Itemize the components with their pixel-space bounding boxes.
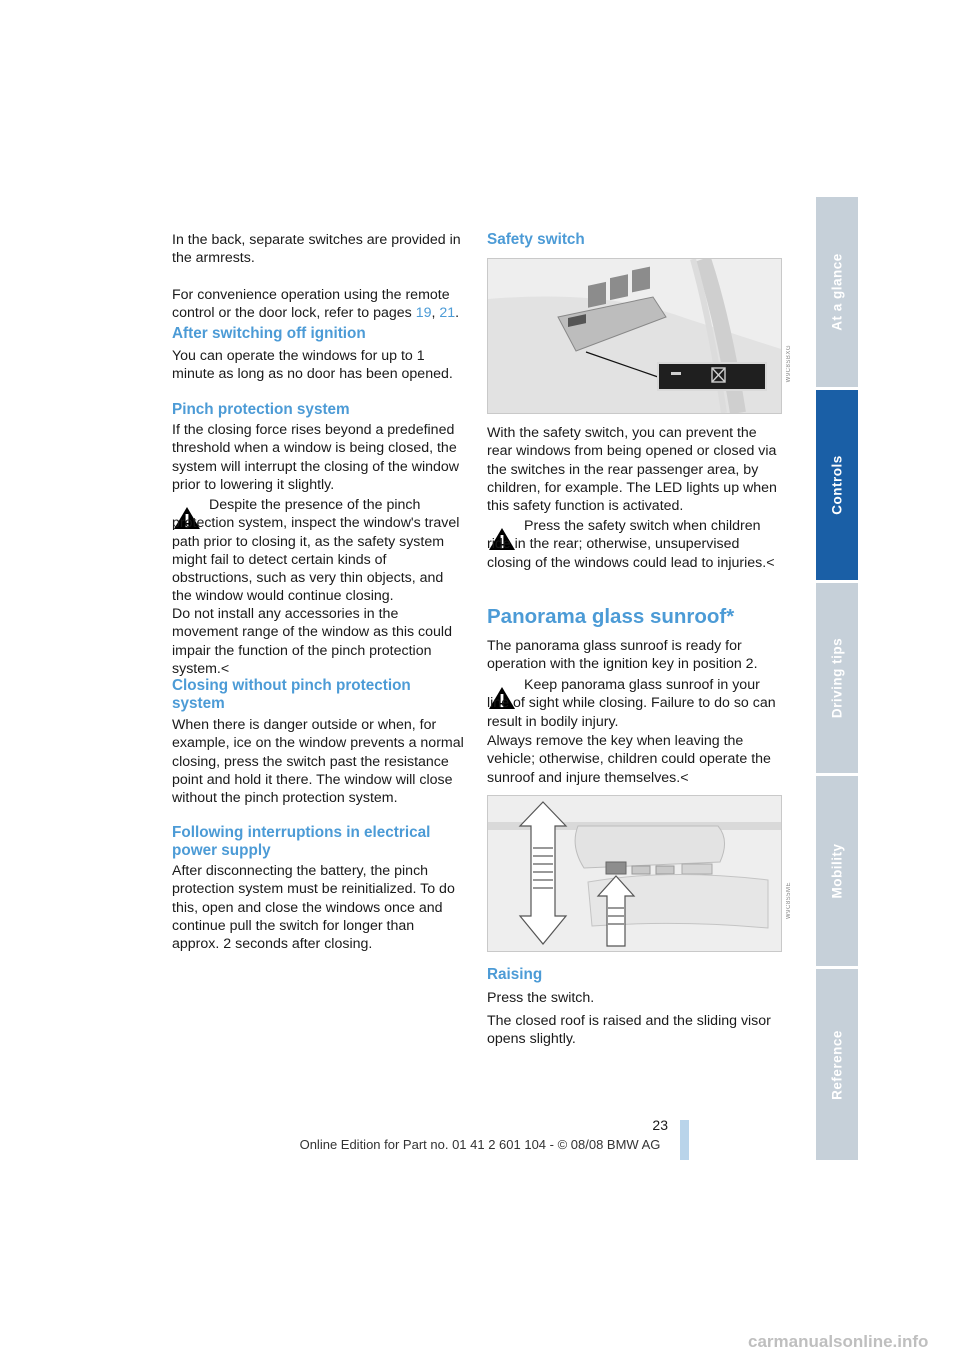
period: . bbox=[455, 305, 460, 322]
tab-label: Controls bbox=[829, 455, 845, 515]
figure-code-2: W9C8S5ME bbox=[786, 882, 792, 920]
safety-switch-illustration bbox=[488, 259, 781, 413]
paragraph-after-ignition: You can operate the windows for up to 1 minute as long as no door has been opened. bbox=[172, 348, 453, 383]
watermark: carmanualsonline.info bbox=[748, 1332, 929, 1351]
tab-label: Reference bbox=[829, 1029, 845, 1100]
link-page-21[interactable]: 21 bbox=[439, 305, 456, 322]
tab-reference[interactable] bbox=[816, 969, 858, 1160]
warning-pinch-text-2: Do not install any accessories in the movement range of the window as this could impair the function of the pinch protection system. bbox=[172, 606, 452, 677]
tab-driving-tips[interactable] bbox=[816, 583, 858, 773]
tab-controls[interactable] bbox=[816, 390, 858, 580]
heading-safety-switch: Safety switch bbox=[487, 231, 585, 248]
separator: , bbox=[431, 305, 440, 322]
tab-label: At a glance bbox=[829, 253, 845, 331]
paragraph-raising-press: Press the switch. bbox=[487, 990, 595, 1006]
warning-pinch-text-1: Despite the presence of the pinch protection system, inspect the window's travel path prior to closing it, as the safety system might fail to detect certain kinds of obstructions, such as very thin objects, and the window would continue closing. bbox=[172, 497, 460, 605]
tab-label: Driving tips bbox=[829, 637, 845, 719]
link-page-19[interactable]: 19 bbox=[415, 305, 432, 322]
paragraph-convenience-text: For convenience operation using the remote control or the door lock, refer to pages bbox=[172, 287, 450, 322]
warning-panorama-sight bbox=[487, 676, 781, 731]
heading-following-interruptions: Following interruptions in electrical power supply bbox=[172, 824, 431, 859]
paragraph-pinch-protection: If the closing force rises beyond a predefined threshold when a window is being closed, the system will interrupt the closing of the window prior to lowering it slightly. bbox=[172, 422, 460, 493]
warning-pinch-accessories bbox=[172, 605, 464, 678]
paragraph-following-interruptions: After disconnecting the battery, the pinch protection system must be reinitialized. To do this, open and close the windows once and continue pull the switch for longer than approx. 2 seconds after closing. bbox=[172, 863, 455, 953]
heading-pinch-protection: Pinch protection system bbox=[172, 401, 350, 418]
tab-label: Mobility bbox=[829, 843, 845, 899]
footer-edition: Online Edition for Part no. 01 41 2 601 104 - © 08/08 BMW AG bbox=[299, 1137, 661, 1152]
page-number: 23 bbox=[652, 1117, 668, 1133]
tab-mobility[interactable] bbox=[816, 776, 858, 966]
heading-panorama-sunroof: Panorama glass sunroof* bbox=[487, 605, 735, 628]
paragraph-panorama-sunroof: The panorama glass sunroof is ready for operation with the ignition key in position 2. bbox=[487, 638, 758, 673]
warning-safety-switch bbox=[487, 517, 781, 572]
end-mark: < bbox=[220, 660, 230, 677]
sunroof-switch-illustration bbox=[488, 796, 781, 951]
paragraph-armrests: In the back, separate switches are provided in the armrests. bbox=[172, 232, 461, 267]
chapter-sidebar bbox=[816, 197, 858, 1160]
safety-switch-image bbox=[487, 258, 782, 414]
sunroof-switch-image bbox=[487, 795, 782, 952]
warning-panorama-text-2: Always remove the key when leaving the vehicle; otherwise, children could operate the sunroof and injure themselves. bbox=[487, 733, 771, 786]
warning-pinch-text bbox=[172, 496, 464, 606]
figure-code-1: W9C8SBXG bbox=[786, 345, 792, 383]
warning-panorama-key bbox=[487, 732, 781, 787]
warning-safety-text: Press the safety switch when children ride in the rear; otherwise, unsupervised closing of the windows could lead to injuries. bbox=[487, 518, 767, 571]
paragraph-closing-without-pinch: When there is danger outside or when, for example, ice on the window prevents a normal closing, press the switch past the resistance point and hold it there. The window will close without the pinch protection system. bbox=[172, 717, 464, 807]
tab-at-a-glance[interactable] bbox=[816, 197, 858, 387]
warning-panorama-text-1: Keep panorama glass sunroof in your line of sight while closing. Failure to do so can result in bodily injury. bbox=[487, 677, 776, 730]
paragraph-convenience bbox=[172, 286, 464, 323]
paragraph-safety-switch: With the safety switch, you can prevent the rear windows from being opened or closed via the switches in the rear passenger area, by children, for example. The LED lights up when this safety function is activated. bbox=[487, 425, 777, 515]
heading-closing-without-pinch: Closing without pinch protection system bbox=[172, 677, 411, 712]
paragraph-raising-result: The closed roof is raised and the sliding visor opens slightly. bbox=[487, 1013, 771, 1048]
end-mark: < bbox=[680, 769, 689, 786]
heading-raising: Raising bbox=[487, 966, 543, 983]
end-mark: < bbox=[766, 554, 775, 571]
heading-after-ignition: After switching off ignition bbox=[172, 325, 366, 342]
